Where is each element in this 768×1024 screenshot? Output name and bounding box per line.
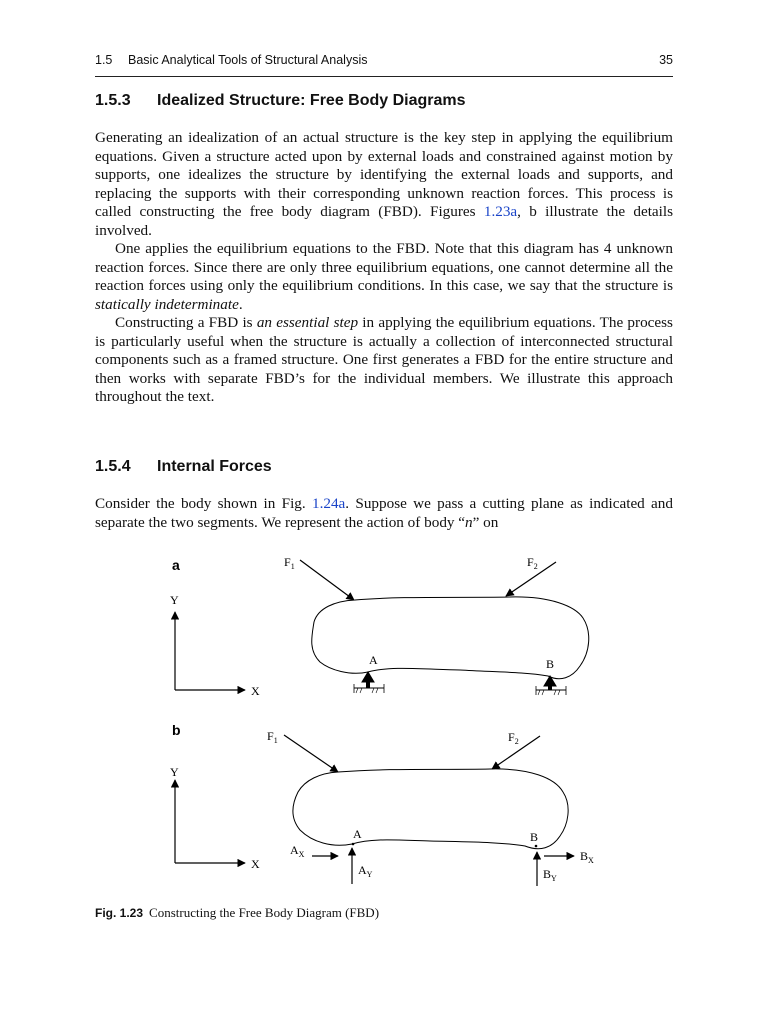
paragraph-text: Consider the body shown in Fig. xyxy=(95,495,312,512)
pin-support-a xyxy=(354,672,384,693)
point-a-label: A xyxy=(369,653,378,667)
force-f1-label: $F_1$ xyxy=(284,555,295,571)
point-b-label: B xyxy=(546,657,555,671)
reaction-ay-label: $A_Y$ xyxy=(358,863,373,879)
header-rule xyxy=(95,76,673,77)
paragraph-text: . Suppose we pass a cutting plane as indicated and separate the two segments. We represent the action of body “ xyxy=(95,495,673,531)
coordinate-axes xyxy=(175,612,245,690)
paragraph-2 xyxy=(95,240,673,314)
section-heading-1-5-3 xyxy=(95,92,466,110)
paragraph-text: One applies the equilibrium equations to the FBD. Note that this diagram has 4 unknown reaction forces. Since there are only three equilibrium equations, one cannot determine all the reaction forces using only the equilibrium conditions. In this case, we say that the structure is xyxy=(95,240,673,294)
figure-1-23 xyxy=(0,545,768,905)
coordinate-axes xyxy=(175,780,245,863)
figure-caption xyxy=(95,905,379,921)
emphasis-text: n xyxy=(465,513,473,531)
section-title: Idealized Structure: Free Body Diagrams xyxy=(157,92,466,109)
reaction-ax-label: $A_X$ xyxy=(290,843,305,859)
figure-link-1-23a[interactable]: 1.23a xyxy=(483,203,518,220)
section-title: Internal Forces xyxy=(157,458,272,475)
y-axis-label: Y xyxy=(170,593,179,607)
paragraph-text: . xyxy=(238,295,243,313)
paragraph-text: ” on xyxy=(472,513,499,531)
section-number: 1.5.3 xyxy=(95,92,131,109)
y-axis-label: Y xyxy=(170,765,179,779)
force-f2-label: $F_2$ xyxy=(508,730,519,746)
body-outline xyxy=(293,769,568,849)
point-a-marker xyxy=(352,843,355,846)
panel-label-a: a xyxy=(172,557,180,573)
reaction-bx-label: $B_X$ xyxy=(580,849,594,865)
page-number: 35 xyxy=(659,53,673,67)
paragraph-4 xyxy=(95,495,673,532)
section-number: 1.5.4 xyxy=(95,458,131,475)
panel-label-b: b xyxy=(172,722,181,738)
point-b-label: B xyxy=(530,830,539,844)
caption-text: Constructing the Free Body Diagram (FBD) xyxy=(149,905,380,920)
force-f2-label: $F_2$ xyxy=(527,555,538,571)
figure-link-1-24a[interactable]: 1.24a xyxy=(311,495,346,512)
point-a-label: A xyxy=(353,827,362,841)
paragraph-text: in applying the equilibrium equations. The process is particularly useful when the structure is actually a collection of interconnected structural components such as a framed structure. One first generates a FBD for the entire structure and then works with separate FBD’s for the individual members. We illustrate this approach throughout the text. xyxy=(95,314,673,405)
running-head xyxy=(95,53,673,67)
paragraph-text: Generating an idealization of an actual structure is the key step in applying the equilibrium equations. Given a structure acted upon by external loads and constrained against motion by supports, one idealizes the structure by identifying the external loads and supports, and replacing the supports with their corresponding unknown reaction forces. This process is called constructing the free body diagram (FBD). Figures xyxy=(95,129,673,220)
header-title: Basic Analytical Tools of Structural Analysis xyxy=(128,53,368,67)
point-b-marker xyxy=(535,845,538,848)
x-axis-label: X xyxy=(251,857,260,871)
force-f1-label: $F_1$ xyxy=(267,729,278,745)
emphasis-text: an essential step xyxy=(256,314,359,331)
force-f1-arrow xyxy=(284,735,338,772)
section-heading-1-5-4 xyxy=(95,458,272,476)
x-axis-label: X xyxy=(251,684,260,698)
header-section-number: 1.5 xyxy=(95,53,113,67)
panel-b xyxy=(170,722,594,886)
paragraph-1 xyxy=(95,129,673,240)
emphasis-text: statically indeterminate xyxy=(95,295,239,313)
panel-a xyxy=(170,555,589,698)
paragraph-3 xyxy=(95,314,673,407)
reaction-by-label: $B_Y$ xyxy=(543,867,557,883)
force-f1-arrow xyxy=(300,560,354,600)
caption-label: Fig. 1.23 xyxy=(95,906,144,920)
paragraph-text: Constructing a FBD is xyxy=(115,314,257,331)
paragraph-text: , b illustrate the details involved. xyxy=(95,203,674,239)
